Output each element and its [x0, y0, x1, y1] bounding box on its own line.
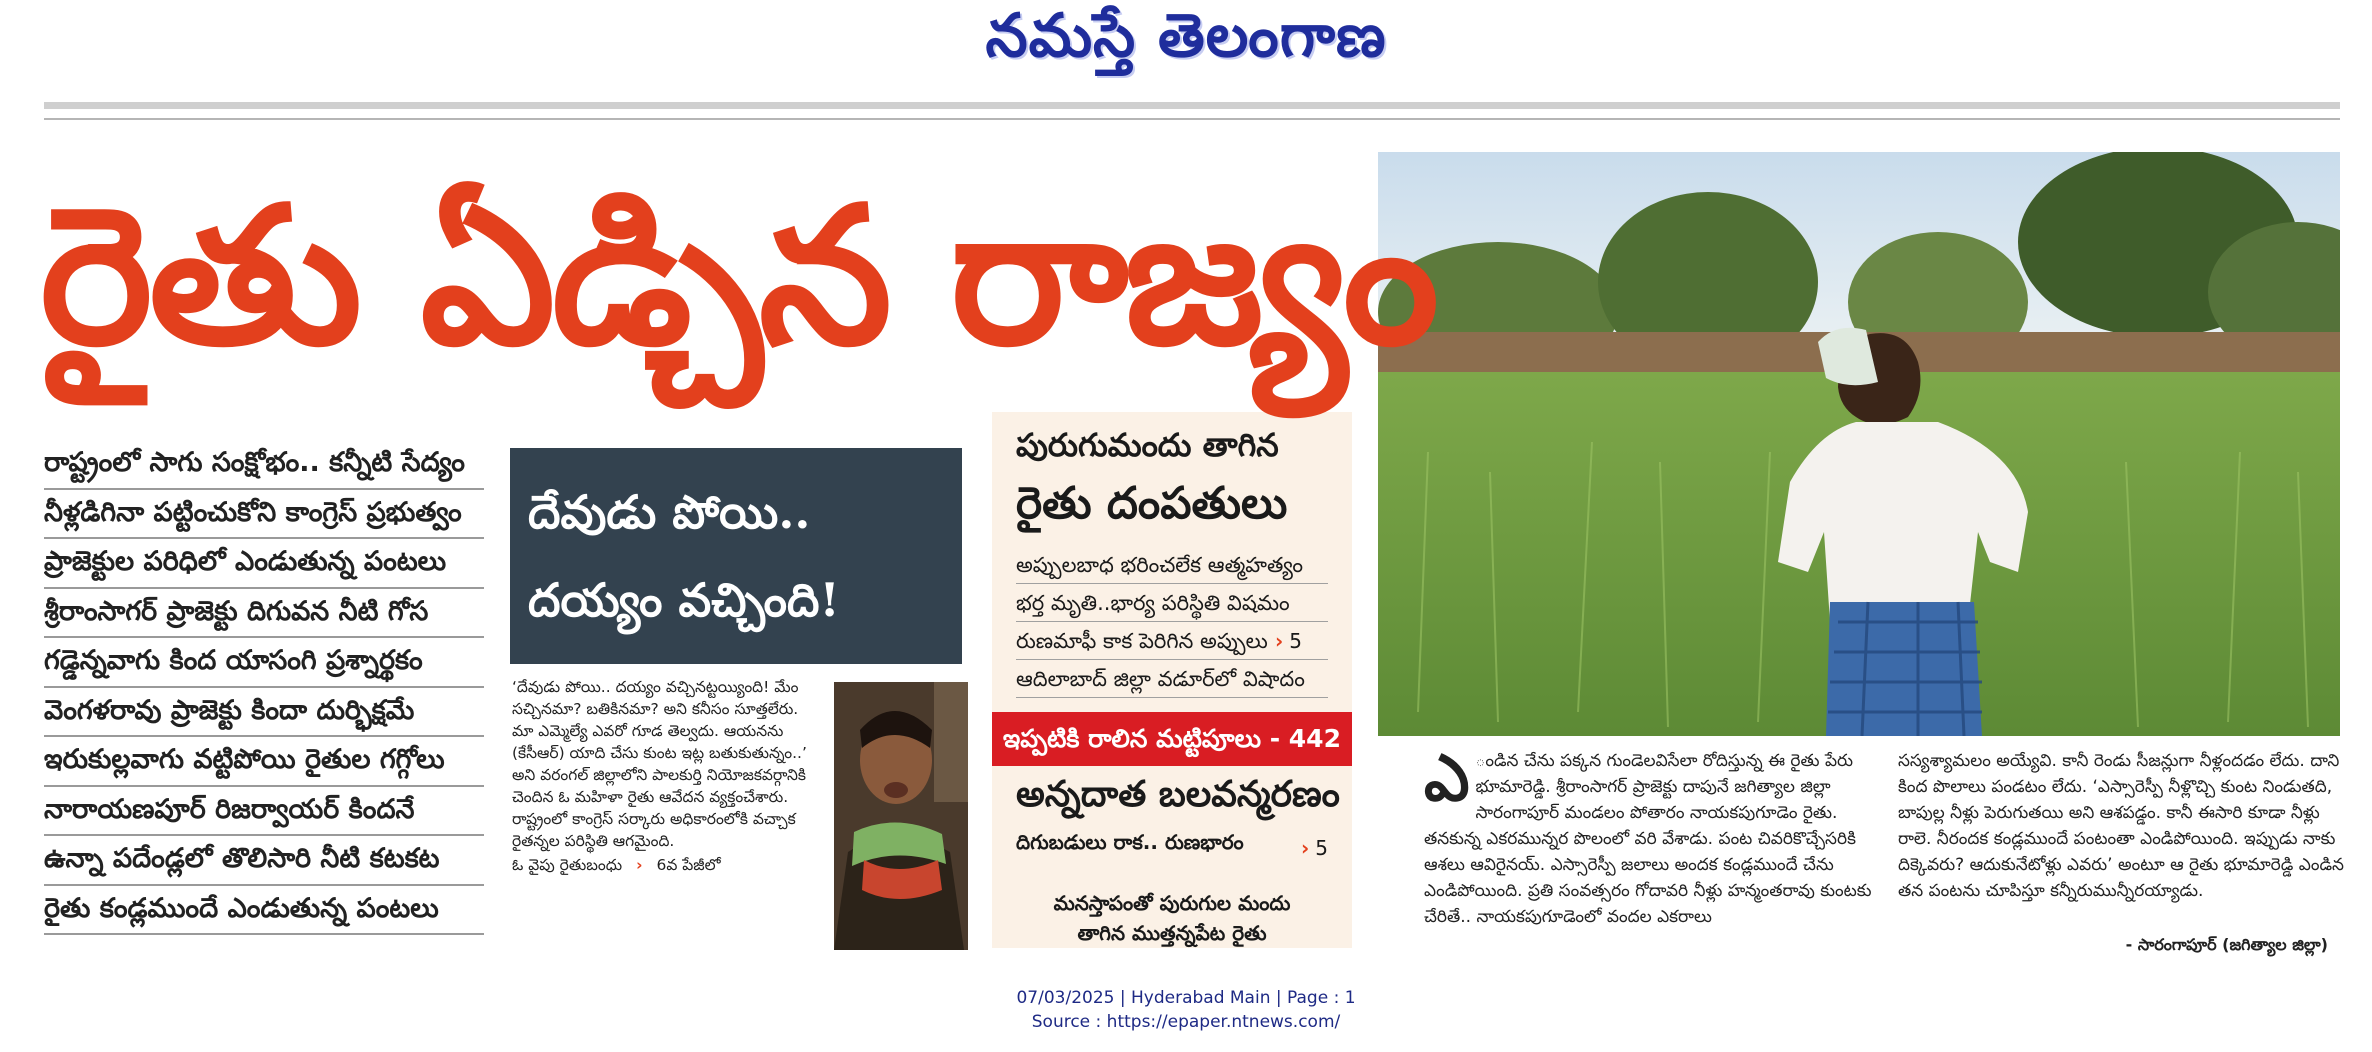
box-summary-text: రుణమాఫీ కాక పెరిగిన అప్పులు [1016, 629, 1268, 653]
quote-headline-line1: దేవుడు పోయి.. [528, 485, 811, 539]
chevron-right-icon: › [1275, 629, 1284, 653]
box-kicker: పురుగుమందు తాగిన [1016, 426, 1279, 464]
list-item: • నీళ్లడిగినా పట్టించుకోని కాంగ్రెస్ ప్రభుత్వం [44, 490, 484, 540]
masthead-rule-thick [44, 102, 2340, 109]
death-count-banner: ఇప్పటికి రాలిన మట్టిపూలు - 442 [992, 712, 1352, 766]
suicide-news-box [992, 412, 1352, 948]
box-footer-line2: తాగిన ముత్తన్నపేట రైతు [1077, 921, 1267, 945]
second-headline: అన్నదాత బలవన్మరణం [1016, 774, 1340, 815]
side-bullet-list [44, 440, 484, 935]
masthead-rule-thin [44, 118, 2340, 120]
newspaper-logo: నమస్తే తెలంగాణ [985, 1, 1387, 71]
source-link[interactable]: Source : https://epaper.ntnews.com/ [1031, 1012, 1341, 1032]
box-headline: రైతు దంపతులు [1016, 478, 1288, 529]
list-item: • నారాయణపూర్ రిజర్వాయర్ కిందనే [44, 787, 484, 837]
quote-headline-line2: దయ్యం వచ్చింది! [528, 573, 840, 627]
box-summary-line [1016, 624, 1328, 660]
page-footer [0, 986, 2372, 1034]
drop-cap: ఎ [1424, 748, 1470, 816]
box-summary-line: అప్పులబాధ భరించలేక ఆత్మహత్యం [1016, 548, 1328, 584]
story-text: సస్యశ్యామలం అయ్యేవి. కానీ రెండు సీజన్లుగా నీళ్లందడం లేదు. దాని కింద పొలాలు పండటం లేదు. ‘ఎస్సారెస్పీ నీళ్లొచ్చి కుంట నిండుతది, బాపుల్ల నీళ్లు పెరుగుతయి అని ఆశపడ్డం. కానీ ఈసారి కూడా నీళ్లు రాలె. నీరందక కండ్లముందే పంటంతా ఎండిపోయింది. ఇప్పుడు నాకు దిక్కెవరు? ఆదుకునేటోళ్లు ఎవరు’ అంటూ ఆ రైతు భూమారెడ్డి ఎండిన తన పంటను చూపిస్తూ కన్నీరుమున్నీరయ్యాడు. [1898, 751, 2344, 901]
continued-reference [512, 854, 824, 876]
page-number: 5 [1289, 629, 1302, 653]
list-item: • ప్రాజెక్టుల పరిధిలో ఎండుతున్న పంటలు [44, 539, 484, 589]
chevron-right-icon: › [1301, 836, 1310, 860]
story-column-2 [1898, 748, 2348, 958]
story-byline: - సారంగాపూర్ (జగిత్యాల జిల్లా) [2125, 935, 2328, 954]
edition-info: 07/03/2025 | Hyderabad Main | Page : 1 [1016, 988, 1356, 1008]
chevron-right-icon: › [636, 856, 643, 874]
second-subheadline: దిగుబడులు రాక.. రుణభారం [1016, 830, 1244, 854]
list-item: • శ్రీరాంసాగర్ ప్రాజెక్టు దిగువన నీటి గోస [44, 589, 484, 639]
quote-story-body: ‘దేవుడు పోయి.. దయ్యం వచ్చినట్టయ్యింది! మేం సచ్చినమా? బతికినమా? అని కనీసం సూత్తలేరు. మా ఎమ్మెల్యే ఎవరో గూడ తెల్వదు. ఆయనను (కేసీఆర్) యాది చేసు కుంట ఇట్ల బతుకుతున్నం..’ అని వరంగల్ జిల్లాలోని పాలకుర్తి నియోజకవర్గానికి చెందిన ఓ మహిళా రైతు ఆవేదన వ్యక్తంచేశారు. రాష్ట్రంలో కాంగ్రెస్ సర్కారు అధికారంలోకి వచ్చాక రైతన్నల పరిస్థితి ఆగమైంది. [512, 678, 807, 850]
box-summary-line: భర్త మృతి..భార్య పరిస్థితి విషమం [1016, 586, 1328, 622]
list-item: • గడ్డెన్నవాగు కింద యాసంగి ప్రశ్నార్థకం [44, 638, 484, 688]
woman-farmer-photo [834, 682, 968, 950]
list-item: • వెంగళరావు ప్రాజెక్టు కిందా దుర్భిక్షమే [44, 688, 484, 738]
masthead [0, 0, 2372, 86]
page-reference [1275, 624, 1302, 658]
quote-headline-box [510, 448, 962, 664]
woman-photo-illustration [834, 682, 968, 950]
story-column-1 [1424, 748, 1874, 958]
list-item: • ఉన్నా పదేండ్లలో తొలిసారి నీటి కటకట [44, 836, 484, 886]
photo-story [1424, 748, 2344, 958]
box-footer [992, 888, 1352, 948]
list-item: • రైతు కండ్లముందే ఎండుతున్న పంటలు [44, 886, 484, 936]
quote-story [512, 676, 824, 946]
continued-reference-right: 6వ పేజీలో [656, 856, 721, 874]
page-number: 5 [1315, 836, 1328, 860]
list-item: • రాష్ట్రంలో సాగు సంక్షోభం.. కన్నీటి సేద్యం [44, 440, 484, 490]
continued-reference-left: ఓ వైపు రైతుబంధు [512, 856, 623, 874]
story-text: ండిన చేను పక్కన గుండెలవిసేలా రోదిస్తున్న ఈ రైతు పేరు భూమారెడ్డి. శ్రీరాంసాగర్ ప్రాజెక్టు దాపునే జగిత్యాల జిల్లా సారంగాపూర్ మండలం పోతారం నాయకపుగూడెం రైతు. తనకున్న ఎకరమున్నర పొలంలో వరి వేశాడు. పంట చివరికొచ్చేసరికి ఆశలు ఆవిరైనయ్. ఎస్సారెస్పీ జలాలు అందక కండ్లముందే చేను ఎండిపోయింది. ప్రతి సంవత్సరం గోదావరి నీళ్లు హన్మంతరావు కుంటకు చేరితే.. నాయకపుగూడెంలో వందల ఎకరాలు [1424, 751, 1872, 927]
main-headline: రైతు ఏడ్చిన రాజ్యం [40, 166, 1436, 387]
box-footer-line1: మనస్తాపంతో పురుగుల మందు [1053, 891, 1291, 915]
box-summary-line: ఆదిలాబాద్ జిల్లా వడూర్‌లో విషాదం [1016, 662, 1328, 698]
page-reference [1301, 836, 1328, 860]
list-item: • ఇరుకుల్లవాగు వట్టిపోయి రైతుల గగ్గోలు [44, 737, 484, 787]
